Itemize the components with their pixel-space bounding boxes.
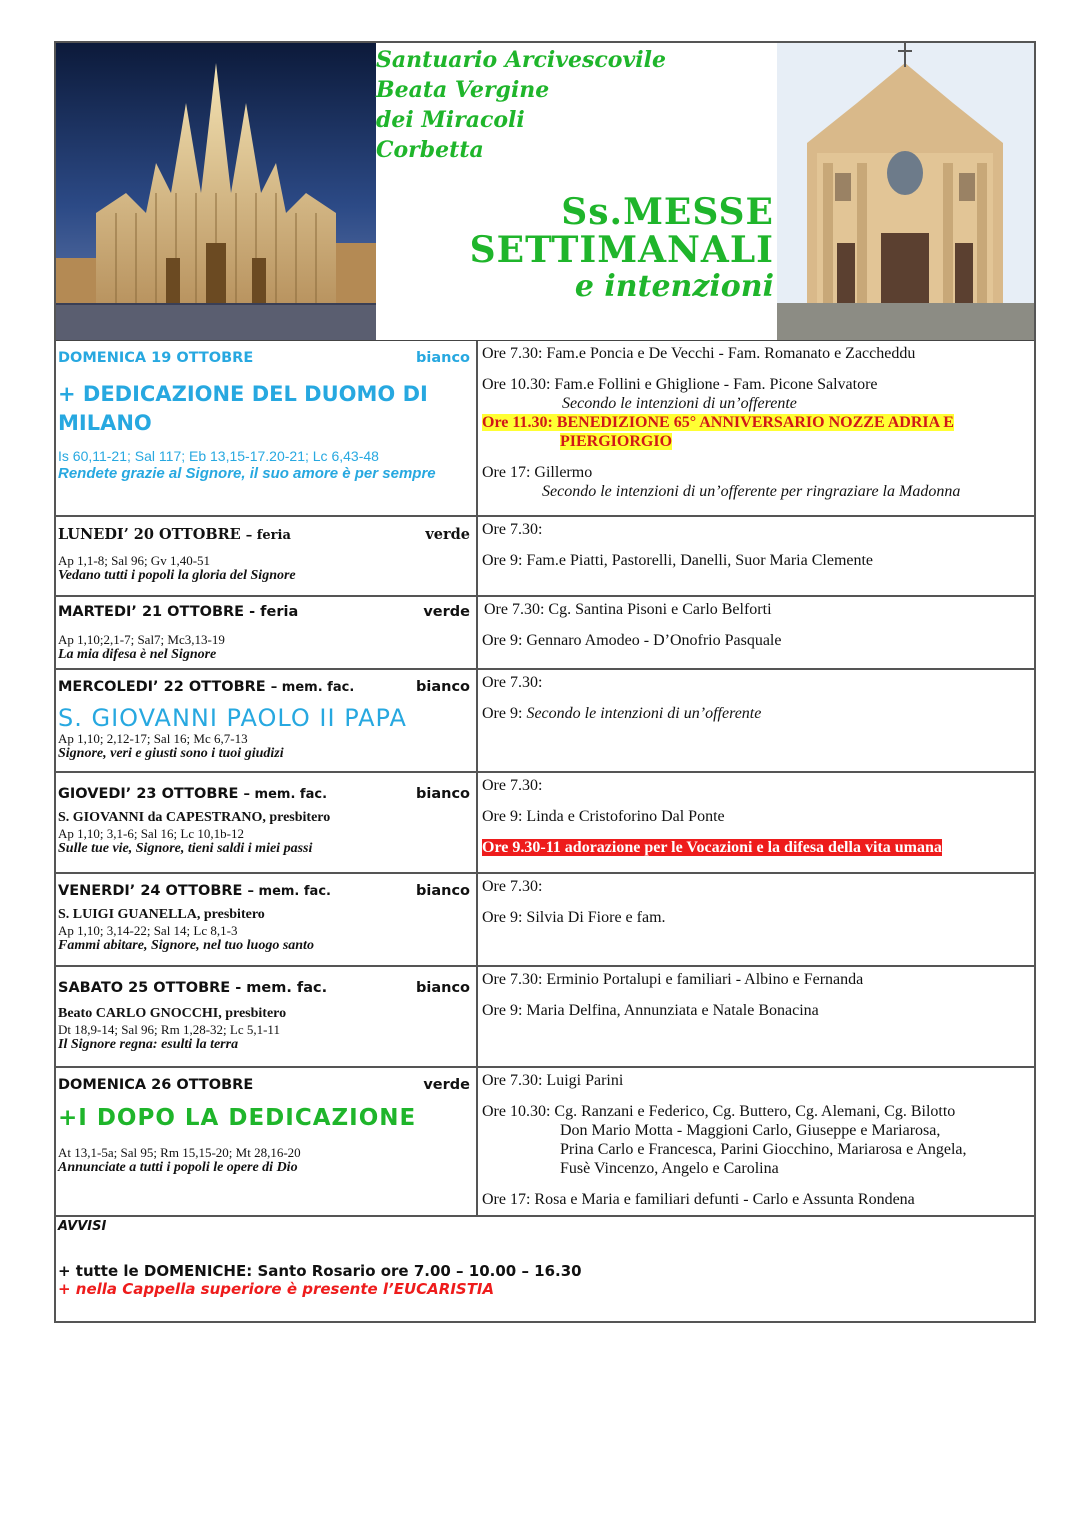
motto: Il Signore regna: esulti la terra [58, 1037, 239, 1052]
day-row-martedi-21 [56, 597, 1034, 670]
motto: Vedano tutti i popoli la gloria del Signore [58, 568, 296, 583]
mass-11-30-cont: PIERGIORGIO [560, 433, 673, 450]
saint: S. GIOVANNI da CAPESTRANO, presbitero [58, 810, 331, 825]
santuario-facade-image [777, 43, 1034, 340]
motto: Annunciate a tutti i popoli le opere di Dio [58, 1160, 298, 1175]
title-line-3: e intenzioni [574, 269, 774, 304]
mass-10-30-line-2: Don Mario Motta - Maggioni Carlo, Giuseppe e Mariarosa, [560, 1122, 941, 1139]
day-type: – mem. fac. [247, 884, 331, 899]
day-name: MARTEDI’ 21 OTTOBRE - feria [58, 604, 299, 620]
readings: Ap 1,10; 3,1-6; Sal 16; Lc 10,1b-12 [58, 826, 244, 841]
title-line-1: Ss.MESSE [561, 191, 774, 233]
readings: At 13,1-5a; Sal 95; Rm 15,15-20; Mt 28,16-20 [58, 1145, 301, 1160]
mass-7-30: Ore 7.30: Luigi Parini [482, 1072, 624, 1089]
liturgical-color: bianco [415, 679, 470, 695]
mass-9-label: Ore 9: [482, 705, 527, 722]
day-row-sabato-25 [56, 967, 1034, 1068]
liturgical-color: bianco [415, 350, 470, 366]
adorazione-notice: Ore 9.30-11 adorazione per le Vocazioni e la difesa della vita umana [482, 839, 942, 856]
readings: Ap 1,10; 2,12-17; Sal 16; Mc 6,7-13 [58, 731, 248, 746]
santuario-line-3: dei Miracoli [376, 107, 525, 133]
mass-10-30-line-4: Fusè Vincenzo, Angelo e Carolina [560, 1160, 779, 1177]
day-name: DOMENICA 26 OTTOBRE [58, 1077, 254, 1093]
duomo-milano-image [56, 43, 376, 340]
mass-17: Ore 17: Gillermo [482, 464, 593, 481]
day-row-domenica-19 [56, 341, 1034, 517]
mass-10-30-line-3: Prina Carlo e Francesca, Parini Giocchino, Mariarosa e Angela, [560, 1141, 967, 1158]
day-row-giovedi-23 [56, 773, 1034, 874]
mass-10-30-note: Secondo le intenzioni di un’offerente [562, 395, 797, 412]
liturgical-color: verde [423, 604, 470, 620]
day-row-lunedi-20 [56, 517, 1034, 597]
day-name: GIOVEDI’ 23 OTTOBRE [58, 786, 239, 802]
feast-title: +I DOPO LA DEDICAZIONE [58, 1105, 417, 1131]
day-row-domenica-26 [56, 1068, 1034, 1217]
avvisi-rosario: + tutte le DOMENICHE: Santo Rosario ore 7.00 – 10.00 – 16.30 [58, 1262, 582, 1280]
motto: La mia difesa è nel Signore [58, 647, 217, 662]
mass-7-30: Ore 7.30: Cg. Santina Pisoni e Carlo Belforti [484, 601, 772, 618]
avvisi-title: AVVISI [58, 1219, 107, 1234]
readings: Ap 1,1-8; Sal 96; Gv 1,40-51 [58, 553, 211, 568]
day-row-venerdi-24 [56, 874, 1034, 967]
avvisi-section [56, 1217, 1034, 1321]
header [56, 43, 1034, 341]
mass-9 [482, 704, 1030, 723]
santuario-line-1: Santuario Arcivescovile [376, 47, 666, 73]
liturgical-color: bianco [415, 980, 470, 996]
mass-9-note: Secondo le intenzioni di un’offerente [526, 705, 762, 722]
day-name: VENERDI’ 24 OTTOBRE [58, 883, 243, 899]
avvisi-eucaristia: + nella Cappella superiore è presente l’EUCARISTIA [58, 1280, 495, 1298]
motto: Signore, veri e giusti sono i tuoi giudizi [58, 746, 284, 761]
mass-10-30: Ore 10.30: Cg. Ranzani e Federico, Cg. Buttero, Cg. Alemani, Cg. Bilotto [482, 1103, 956, 1120]
day-type: – mem. fac. [270, 680, 355, 695]
title-line-2: SETTIMANALI [469, 229, 774, 271]
mass-9: Ore 9: Linda e Cristoforino Dal Ponte [482, 808, 725, 825]
messe-title [470, 193, 774, 305]
mass-7-30: Ore 7.30: Erminio Portalupi e familiari - Albino e Fernanda [482, 971, 864, 988]
mass-9: Ore 9: Silvia Di Fiore e fam. [482, 909, 666, 926]
readings: Ap 1,10;2,1-7; Sal7; Mc3,13-19 [58, 632, 225, 647]
readings: Dt 18,9-14; Sal 96; Rm 1,28-32; Lc 5,1-11 [58, 1022, 280, 1037]
day-row-mercoledi-22 [56, 670, 1034, 773]
mass-9: Ore 9: Fam.e Piatti, Pastorelli, Danelli, Suor Maria Clemente [482, 552, 874, 569]
liturgical-color: bianco [415, 883, 470, 899]
day-name: LUNEDI’ 20 OTTOBRE [58, 526, 241, 543]
saint: Beato CARLO GNOCCHI, presbitero [58, 1006, 287, 1021]
mass-11-30: Ore 11.30: BENEDIZIONE 65° ANNIVERSARIO NOZZE ADRIA E [482, 414, 954, 431]
feast-title: + DEDICAZIONE DEL DUOMO DI MILANO [58, 382, 428, 435]
motto: Rendete grazie al Signore, il suo amore è per sempre [58, 465, 436, 482]
motto: Fammi abitare, Signore, nel tuo luogo santo [58, 938, 314, 953]
mass-9: Ore 9: Maria Delfina, Annunziata e Natale Bonacina [482, 1002, 819, 1019]
readings: Is 60,11-21; Sal 117; Eb 13,15-17.20-21; Lc 6,43-48 [58, 448, 379, 464]
day-name: MERCOLEDI’ 22 OTTOBRE [58, 679, 266, 695]
day-type: – mem. fac. [243, 787, 328, 802]
santuario-name [376, 45, 666, 165]
liturgical-color: verde [423, 1077, 470, 1093]
feast-title: S. GIOVANNI PAOLO II PAPA [58, 704, 407, 732]
saint: S. LUIGI GUANELLA, presbitero [58, 907, 265, 922]
motto: Sulle tue vie, Signore, tieni saldi i miei passi [58, 841, 313, 856]
mass-7-30: Ore 7.30: [482, 674, 543, 691]
liturgical-color: bianco [415, 786, 470, 802]
mass-7-30: Ore 7.30: [482, 878, 543, 895]
readings: Ap 1,10; 3,14-22; Sal 14; Lc 8,1-3 [58, 923, 238, 938]
mass-10-30: Ore 10.30: Fam.e Follini e Ghiglione - Fam. Picone Salvatore [482, 376, 878, 393]
liturgical-color: verde [425, 526, 470, 543]
mass-7-30: Ore 7.30: [482, 777, 543, 794]
mass-17-note: Secondo le intenzioni di un’offerente per ringraziare la Madonna [542, 483, 961, 500]
day-name: SABATO 25 OTTOBRE - mem. fac. [58, 980, 328, 996]
mass-7-30: Ore 7.30: [482, 521, 543, 538]
day-name: DOMENICA 19 OTTOBRE [58, 350, 254, 366]
day-type: – feria [245, 528, 291, 543]
santuario-line-4: Corbetta [376, 137, 484, 163]
mass-17: Ore 17: Rosa e Maria e familiari defunti - Carlo e Assunta Rondena [482, 1191, 915, 1208]
santuario-line-2: Beata Vergine [376, 77, 550, 103]
mass-7-30: Ore 7.30: Fam.e Poncia e De Vecchi - Fam. Romanato e Zaccheddu [482, 345, 916, 362]
mass-9: Ore 9: Gennaro Amodeo - D’Onofrio Pasquale [482, 632, 782, 649]
